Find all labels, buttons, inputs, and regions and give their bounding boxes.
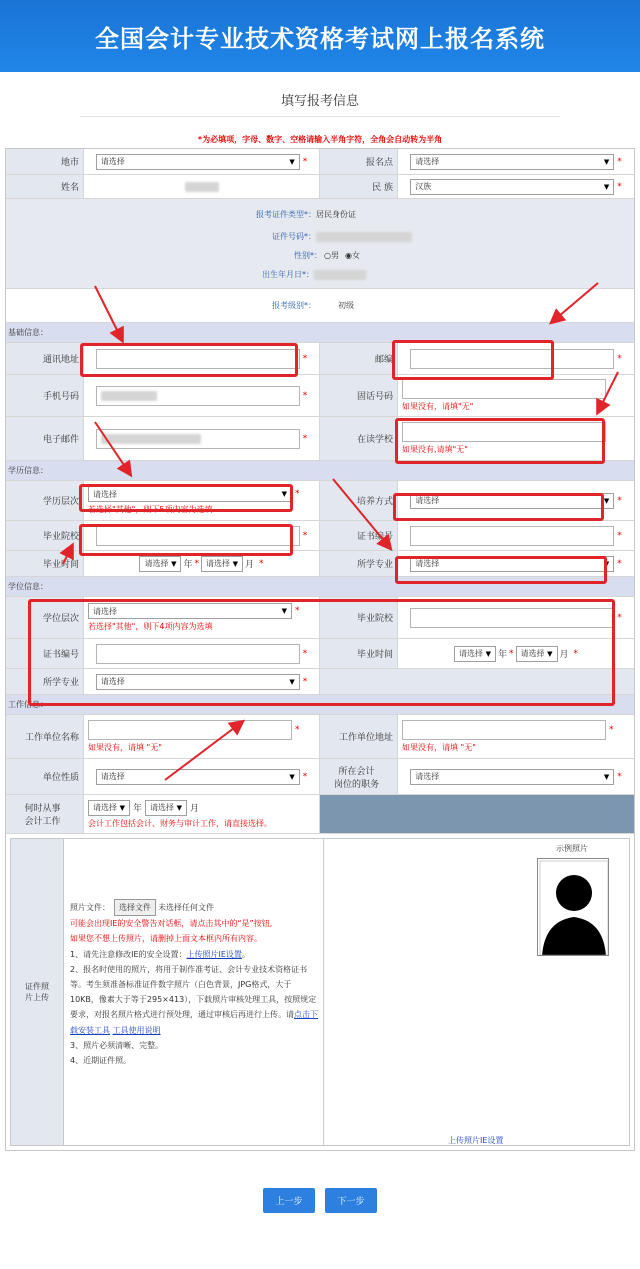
id-number-label: 证件号码*： (272, 232, 316, 241)
id-type-label: 报考证件类型*： (256, 210, 316, 219)
next-button[interactable]: 下一步 (325, 1188, 377, 1213)
position-select[interactable]: 请选择 ▼ (410, 769, 614, 785)
title-divider (80, 116, 560, 117)
deg-school-input[interactable] (410, 608, 614, 628)
address-label: 通讯地址 (6, 343, 84, 374)
current-school-input[interactable] (402, 422, 606, 442)
ethnicity-select[interactable]: 汉族 ▼ (410, 179, 614, 195)
ethnicity-label: 民 族 (320, 175, 398, 198)
required-mark: * (302, 156, 308, 167)
deg-cert-input[interactable] (96, 644, 300, 664)
email-label: 电子邮件 (6, 417, 84, 460)
chevron-down-icon: ▼ (281, 490, 287, 498)
photo-step-4: 4、近期证件照。 (70, 1055, 132, 1065)
gender-male-label: 男 (330, 251, 339, 260)
photo-preview-panel (324, 838, 630, 1146)
phone-label: 固话号码 (320, 375, 398, 416)
edu-major-label: 所学专业 (320, 551, 398, 576)
edu-mode-select[interactable]: 请选择 ▼ (410, 493, 614, 509)
empty-cell (320, 669, 634, 694)
header-banner (0, 0, 640, 72)
name-cell (84, 175, 320, 198)
tool-guide-link[interactable]: 工具使用说明 (112, 1025, 161, 1035)
edu-level-select[interactable]: 请选择 ▼ (88, 486, 292, 502)
edu-level-hint: 若选择"其他"，则下5项内容为选填 (88, 505, 213, 514)
edu-level-label: 学历层次 (6, 481, 84, 520)
sample-photo (537, 858, 609, 956)
phone-input[interactable] (402, 379, 606, 399)
unit-name-hint: 如果没有，请填 "无" (88, 743, 162, 752)
edu-time-label: 毕业时间 (6, 551, 84, 576)
row-unit-type: 单位性质 请选择 ▼ * 所在会计 岗位的职务 请选择 ▼ * (6, 759, 634, 795)
site-cell (398, 149, 634, 174)
registration-form (5, 148, 635, 1151)
row-edu-school: 毕业院校 * 证书编号 * (6, 521, 634, 551)
nav-buttons (0, 1188, 640, 1213)
deg-level-hint: 若选择"其他"，则下4项内容为选填 (88, 622, 213, 631)
edu-school-label: 毕业院校 (6, 521, 84, 550)
required-notice: *为必填项，字母、数字、空格请输入半角字符，全角会自动转为半角 (197, 135, 443, 144)
choose-file-button[interactable]: 选择文件 (114, 899, 156, 916)
sample-photo-title: 示例照片 (556, 844, 588, 853)
download-tool-link[interactable]: 点击下载安装工具 (70, 1010, 318, 1035)
edu-school-input[interactable] (96, 526, 300, 546)
phone-hint: 如果没有，请填"无" (402, 402, 474, 411)
name-label: 姓名 (6, 175, 84, 198)
deg-level-label: 学位层次 (6, 597, 84, 638)
photo-instructions: 照片文件： 选择文件 未选择任何文件 可能会出现IE的安全警告对话框，请点击其中的“是”按钮, 如果您不想上传照片，请删掉上面文本框内所有内容。 1、请先注意修改IE的安全设置：上传照片IE设置。 2、报名时使用的照片，将用于制作准考证、会计专业技术资格证书等。考生须准备标准证件数字照片（白色背景，JPG格式，大于10KB，像素大于等于295×413），下载照片审核处理工具，按照规定要求，对报名照片格式进行预处理，通过审核后再进行上传。请点击下载安装工具 工具使用说明 3、照片必须清晰、完整。 4、近期证件照。 (64, 838, 324, 1146)
photo-label: 证件照 片上传 (10, 838, 64, 1146)
edu-mode-label: 培养方式 (320, 481, 398, 520)
photo-step-3: 3、照片必须清晰、完整。 (70, 1040, 164, 1050)
since-hint: 会计工作包括会计、财务与审计工作，请直接选择。 (88, 818, 272, 828)
city-select[interactable]: 请选择 ▼ (96, 154, 300, 170)
edu-year-select[interactable]: 请选择 ▼ (139, 556, 181, 572)
file-label: 照片文件： (70, 903, 110, 912)
site-select[interactable]: 请选择 ▼ (410, 154, 614, 170)
photo-warning-2: 如果您不想上传照片，请删掉上面文本框内所有内容。 (70, 934, 262, 944)
edu-cert-input[interactable] (410, 526, 614, 546)
gender-label: 性别*： (294, 251, 322, 260)
ie-settings-link[interactable]: 上传照片IE设置 (186, 949, 242, 959)
page-title: 填写报考信息 (280, 94, 359, 109)
name-value-redacted (185, 182, 219, 192)
row-deg-cert: 证书编号 * 毕业时间 请选择 ▼ 年 * 请选择 ▼ 月 * (6, 639, 634, 669)
id-type-value: 居民身份证 (316, 210, 356, 219)
row-city (6, 149, 634, 175)
unit-addr-label: 工作单位地址 (320, 715, 398, 758)
unit-name-input[interactable] (88, 720, 292, 740)
chevron-down-icon: ▼ (603, 157, 610, 166)
ethnicity-cell (398, 175, 634, 198)
row-edu-time: 毕业时间 请选择 ▼ 年 * 请选择 ▼ 月 * 所学专业 请选择 ▼ * (6, 551, 634, 577)
required-mark: * (617, 156, 622, 167)
exam-level-value: 初级 (338, 301, 354, 310)
chevron-down-icon: ▼ (603, 182, 610, 191)
unit-type-label: 单位性质 (6, 759, 84, 794)
school-label: 在读学校 (320, 417, 398, 460)
slate-panel (320, 795, 634, 833)
birthdate-redacted (314, 270, 366, 280)
app-title: 全国会计专业技术资格考试网上报名系统 (95, 24, 545, 53)
deg-school-label: 毕业院校 (320, 597, 398, 638)
unit-addr-input[interactable] (402, 720, 606, 740)
unit-name-label: 工作单位名称 (6, 715, 84, 758)
ie-settings-link-bottom[interactable]: 上传照片IE设置 (448, 1136, 504, 1145)
row-deg-level: 学位层次 请选择 ▼ * 若选择"其他"，则下4项内容为选填 毕业院校 * (6, 597, 634, 639)
required-mark: * (617, 181, 622, 192)
postcode-label: 邮编 (320, 343, 398, 374)
row-deg-major: 所学专业 请选择 ▼ * (6, 669, 634, 695)
unit-addr-hint: 如果没有，请填 "无" (402, 743, 476, 752)
row-address: 通讯地址 * 邮编 * (6, 343, 634, 375)
email-input[interactable] (96, 429, 300, 449)
position-label: 所在会计 岗位的职务 (320, 759, 398, 794)
gender-female-label: 女 (351, 251, 360, 260)
birthdate-label: 出生年月日*： (262, 270, 314, 279)
row-name (6, 175, 634, 199)
photo-upload-section (6, 833, 634, 1150)
since-month-select[interactable]: 请选择 ▼ (145, 800, 187, 816)
city-cell (84, 149, 320, 174)
mobile-label: 手机号码 (6, 375, 84, 416)
person-silhouette-icon (538, 859, 609, 956)
gender-male-radio[interactable]: ○ (324, 251, 331, 260)
level-row (6, 289, 634, 323)
row-mobile: 手机号码 * 固话号码 如果没有，请填"无" (6, 375, 634, 417)
chevron-down-icon: ▼ (289, 157, 295, 166)
postcode-input[interactable] (410, 349, 614, 369)
row-unit-name: 工作单位名称 * 如果没有，请填 "无" 工作单位地址 * 如果没有，请填 "无" (6, 715, 634, 759)
section-degree: 学位信息： (6, 577, 634, 597)
since-label: 何时从事 会计工作 (6, 795, 84, 833)
deg-year-select[interactable]: 请选择 ▼ (454, 646, 496, 662)
edu-month-select[interactable]: 请选择 ▼ (201, 556, 243, 572)
deg-time-label: 毕业时间 (320, 639, 398, 668)
gender-female-radio[interactable]: ◉ (344, 251, 352, 260)
site-label: 报名点 (320, 149, 398, 174)
deg-level-select[interactable]: 请选择 ▼ (88, 603, 292, 619)
exam-level-label: 报考级别*： (272, 301, 316, 310)
section-basic: 基础信息： (6, 323, 634, 343)
id-number-redacted (316, 232, 412, 242)
mobile-input[interactable] (96, 386, 300, 406)
unit-type-select[interactable]: 请选择 ▼ (96, 769, 300, 785)
chevron-down-icon: ▼ (603, 496, 610, 505)
deg-cert-label: 证书编号 (6, 639, 84, 668)
file-status: 未选择任何文件 (158, 903, 214, 912)
deg-month-select[interactable]: 请选择 ▼ (516, 646, 558, 662)
row-since: 何时从事 会计工作 请选择 ▼ 年 请选择 ▼ 月 会计工作包括会计、财务与审计工作，请直接选择。 (6, 795, 634, 833)
row-email: 电子邮件 * 在读学校 如果没有,请填"无" (6, 417, 634, 461)
row-edu-level: 学历层次 请选择 ▼ * 若选择"其他"，则下5项内容为选填 培养方式 请选择 ▼ * (6, 481, 634, 521)
school-hint: 如果没有,请填"无" (402, 445, 468, 454)
identity-block (6, 199, 634, 289)
city-label: 地市 (6, 149, 84, 174)
edu-major-select[interactable]: 请选择 ▼ (410, 556, 614, 572)
photo-warning-1: 可能会出现IE的安全警告对话框，请点击其中的“是”按钮, (70, 919, 273, 929)
section-education: 学历信息： (6, 461, 634, 481)
prev-button[interactable]: 上一步 (263, 1188, 315, 1213)
since-year-select[interactable]: 请选择 ▼ (88, 800, 130, 816)
deg-major-select[interactable]: 请选择 ▼ (96, 674, 300, 690)
photo-step-2: 2、报名时使用的照片，将用于制作准考证、会计专业技术资格证书等。考生须准备标准证件数字照片（白色背景，JPG格式，大于10KB，像素大于等于295×413），下载照片审核处理工具，按照规定要求，对报名照片格式进行预处理，通过审核后再进行上传。请 (70, 964, 317, 1020)
address-input[interactable] (96, 349, 300, 369)
deg-major-label: 所学专业 (6, 669, 84, 694)
edu-cert-label: 证书编号 (320, 521, 398, 550)
section-work: 工作信息： (6, 695, 634, 715)
